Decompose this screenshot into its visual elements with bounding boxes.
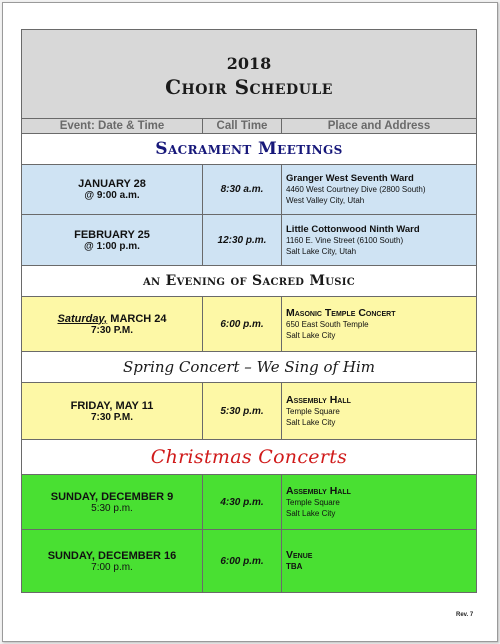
event-address-line: Temple Square [286,406,340,416]
event-date-cell [22,383,203,440]
section-title-sacrament [22,134,477,165]
event-city-line: Salt Lake City [286,330,336,340]
event-date-cell [22,215,203,266]
event-time: 7:30 P.M. [90,411,134,423]
event-date-cell [22,165,203,215]
event-place-cell [282,530,477,593]
schedule-year: 2018 [226,53,272,73]
event-call-time: 4:30 p.m. [203,475,282,530]
event-date: SUNDAY, DECEMBER 16 [47,549,177,562]
event-place-cell [282,383,477,440]
section-row-christmas [22,440,477,475]
column-header-call-time: Call Time [203,119,282,134]
event-city-line: Salt Lake City [286,508,336,518]
event-row-march [22,297,477,352]
column-header-event: Event: Date & Time [22,119,203,134]
event-place-cell [282,297,477,352]
event-weekday: Saturday, [57,312,108,325]
section-row-spring [22,352,477,383]
event-date: MARCH 24 [110,312,167,325]
event-place-cell [282,475,477,530]
event-city-line: West Valley City, Utah [286,196,365,205]
title-row [22,30,477,119]
section-title-spring [22,352,477,383]
document-page [2,2,498,642]
section-title-text: an Evening of Sacred Music [142,273,356,289]
event-city-line: Salt Lake City [286,417,336,427]
choir-schedule-table [21,29,477,593]
event-address-line: Temple Square [286,497,340,507]
event-place-cell [282,215,477,266]
event-call-time: 6:00 p.m. [203,297,282,352]
title-cell [22,30,477,119]
event-row-may [22,383,477,440]
event-time: 7:30 P.M. [90,324,134,336]
event-place-name: Venue [286,549,313,561]
event-time: @ 9:00 a.m. [84,190,140,201]
event-date: FRIDAY, MAY 11 [70,399,154,412]
event-date-cell [22,530,203,593]
event-time: @ 1:00 p.m. [84,240,140,252]
event-date-cell [22,475,203,530]
event-call-time: 12:30 p.m. [203,215,282,266]
column-header-row [22,119,477,134]
column-header-place: Place and Address [282,119,477,134]
section-title-christmas [22,440,477,475]
event-place-name: Assembly Hall [286,393,351,406]
event-date: FEBRUARY 25 [74,228,150,241]
revision-label: Rev. 7 [456,612,474,618]
event-address-line: 4460 West Courtney Dive (2800 South) [286,185,426,194]
event-call-time: 5:30 p.m. [203,383,282,440]
event-address-line: 1160 E. Vine Street (6100 South) [286,235,404,245]
event-time: 5:30 p.m. [91,502,133,514]
event-place-cell [282,165,477,215]
event-date: SUNDAY, DECEMBER 9 [50,490,174,503]
event-place-name: Granger West Seventh Ward [286,173,414,184]
event-place-name: Assembly Hall [286,484,351,497]
schedule-title: Choir Schedule [165,74,333,99]
section-title-evening [22,266,477,297]
event-place-name: Little Cottonwood Ninth Ward [286,223,420,235]
section-row-sacrament [22,134,477,165]
section-title-text: Christmas Concerts [150,446,348,468]
section-title-text: Sacrament Meetings [155,139,343,159]
event-row-february [22,215,477,266]
event-row-december-9 [22,475,477,530]
event-address-line: TBA [286,562,303,571]
event-call-time: 8:30 a.m. [203,165,282,215]
event-row-january [22,165,477,215]
event-row-december-16 [22,530,477,593]
event-date: JANUARY 28 [78,178,146,190]
event-date-cell [22,297,203,352]
event-call-time: 6:00 p.m. [203,530,282,593]
event-address-line: 650 East South Temple [286,319,369,329]
event-time: 7:00 p.m. [91,561,133,573]
event-city-line: Salt Lake City, Utah [286,246,357,256]
section-row-evening [22,266,477,297]
section-title-text: Spring Concert – We Sing of Him [123,357,375,376]
event-place-name: Masonic Temple Concert [286,306,396,319]
